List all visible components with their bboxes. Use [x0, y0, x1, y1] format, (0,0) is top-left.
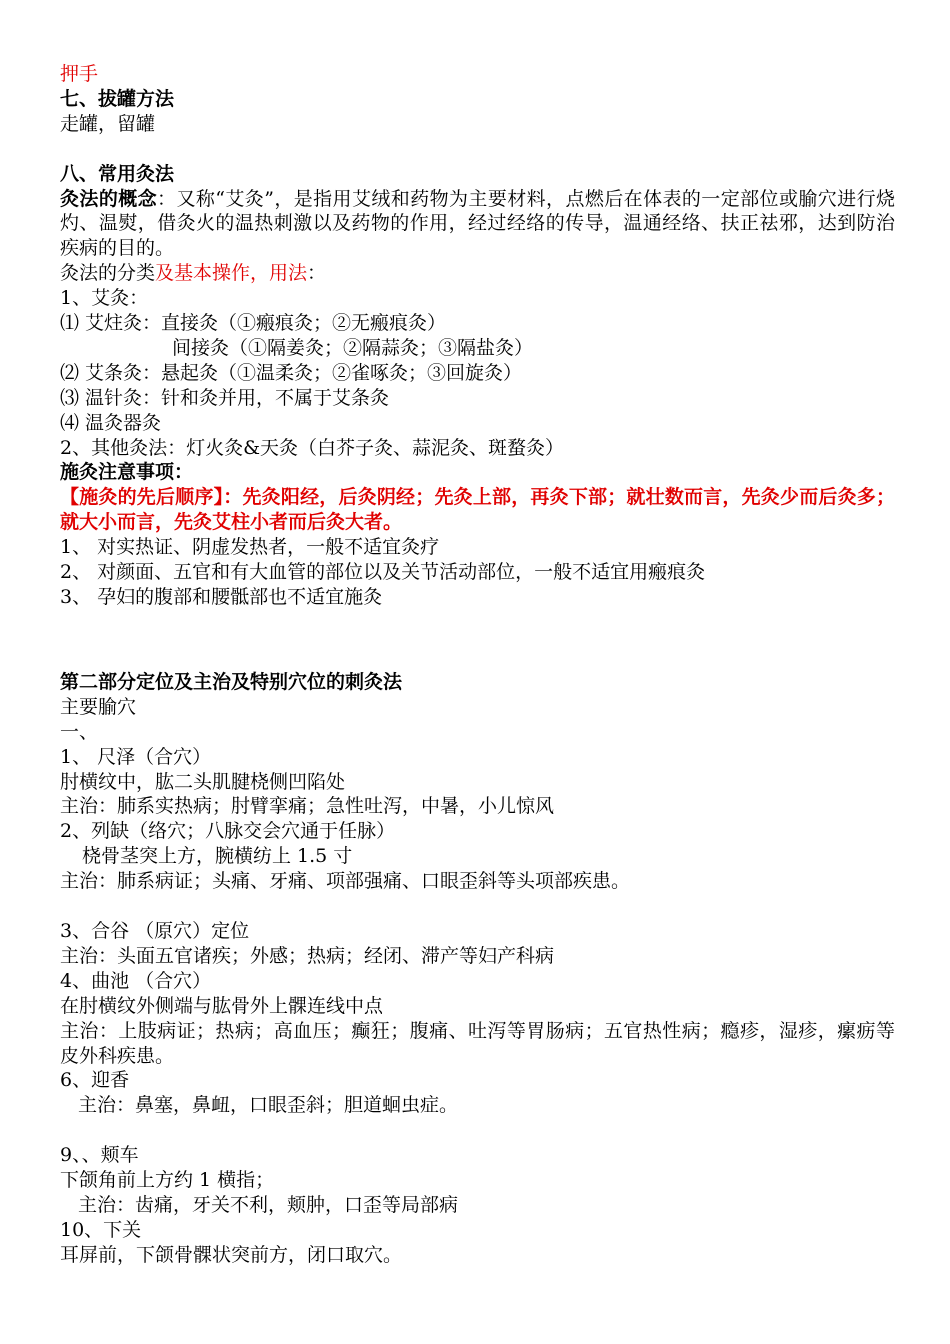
acupoint-name: 3、合谷 （原穴）定位: [60, 919, 250, 942]
classification-colon: ：: [307, 262, 327, 285]
document-page: [60, 62, 895, 1268]
heading-moxibustion-notes: 施灸注意事项：: [60, 461, 194, 484]
acupoint-name: 6、迎香: [60, 1069, 130, 1092]
moxibustion-order-paragraph: 【施灸的先后顺序】：先灸阳经，后灸阴经；先灸上部，再灸下部；就壮数而言，先灸少而后灸多；就大小而言，先灸艾柱小者而后灸大者。: [60, 486, 895, 534]
spacer: [60, 137, 895, 162]
list-item: ⑶ 温针灸：针和灸并用，不属于艾条灸: [60, 386, 390, 409]
heading-moxibustion: 八、常用灸法: [60, 162, 175, 185]
classification-label: 灸法的分类: [60, 262, 156, 285]
acupoint-indications: 主治：上肢病证；热病；高血压；癫狂；腹痛、吐泻等胃肠病；五官热性病；瘾疹，湿疹，瘰疬等皮外科疾患。: [60, 1019, 895, 1067]
acupoint-location: 下颌角前上方约 1 横指；: [60, 1169, 275, 1192]
concept-text: ：又称“艾灸”，是指用艾绒和药物为主要材料，点燃后在体表的一定部位或腧穴进行烧灼、温熨，借灸火的温热刺激以及药物的作用，经过经络的传导，温通经络、扶正祛邪，达到防治疾病的目的。: [60, 187, 895, 260]
subheading-main-acupoints: 主要腧穴: [60, 695, 137, 718]
heading-part-two: 第二部分定位及主治及特别穴位的刺灸法: [60, 670, 403, 693]
list-item: 间接灸（①隔姜灸；②隔蒜灸；③隔盐灸）: [172, 336, 534, 359]
list-item: ⑷ 温灸器灸: [60, 411, 162, 434]
list-item: 1、艾灸：: [60, 287, 149, 310]
list-item: 2、其他灸法：灯火灸&天灸（白芥子灸、蒜泥灸、斑蝥灸）: [60, 436, 565, 459]
list-item: 1、 对实热证、阴虚发热者，一般不适宜灸疗: [60, 536, 440, 559]
acupoint-name: 10、下关: [60, 1218, 142, 1241]
acupoint-name: 1、 尺泽（合穴）: [60, 745, 212, 768]
moxibustion-classification-line: [60, 261, 895, 286]
moxibustion-concept-paragraph: [60, 187, 895, 262]
list-item: 3、 孕妇的腹部和腰骶部也不适宜施灸: [60, 586, 383, 609]
list-item: 2、 对颜面、五官和有大血管的部位以及关节活动部位，一般不适宜用瘢痕灸: [60, 561, 706, 584]
acupoint-location: 肘横纹中，肱二头肌腱桡侧凹陷处: [60, 770, 346, 793]
acupoint-location: 桡骨茎突上方，腕横纺上 1.5 寸: [82, 845, 353, 868]
spacer: [60, 1118, 895, 1143]
section-number: 一、: [60, 720, 99, 743]
acupoint-name: 2、列缺（络穴；八脉交会穴通于任脉）: [60, 820, 396, 843]
cupping-methods-text: 走罐，留罐: [60, 112, 156, 135]
spacer: [60, 894, 895, 919]
acupoint-location: 耳屏前，下颌骨髁状突前方，闭口取穴。: [60, 1243, 403, 1266]
acupoint-name: 4、曲池 （合穴）: [60, 969, 212, 992]
acupoint-indications: 主治：齿痛，牙关不利，颊肿，口歪等局部病: [78, 1193, 459, 1216]
list-item: ⑴ 艾炷灸：直接灸（①瘢痕灸；②无瘢痕灸）: [60, 312, 447, 335]
acupoint-indications: 主治：头面五官诸疾；外感；热病；经闭、滞产等妇产科病: [60, 944, 555, 967]
acupoint-indications: 主治：肺系实热病；肘臂挛痛；急性吐泻，中暑，小儿惊风: [60, 795, 555, 818]
acupoint-name: 9、、颊车: [60, 1144, 139, 1167]
classification-highlight: 及基本操作，用法: [155, 262, 308, 285]
spacer: [60, 610, 895, 670]
section-prefix-text: 押手: [60, 63, 99, 85]
heading-cupping-methods: 七、拔罐方法: [60, 87, 175, 110]
acupoint-indications: 主治：肺系病证；头痛、牙痛、项部强痛、口眼歪斜等头项部疾患。: [60, 870, 631, 893]
acupoint-location: 在肘横纹外侧端与肱骨外上髁连线中点: [60, 994, 384, 1017]
list-item: ⑵ 艾条灸：悬起灸（①温柔灸；②雀啄灸；③回旋灸）: [60, 361, 523, 384]
concept-label: 灸法的概念: [60, 187, 158, 210]
acupoint-indications: 主治：鼻塞，鼻衄，口眼歪斜；胆道蛔虫症。: [78, 1094, 459, 1117]
